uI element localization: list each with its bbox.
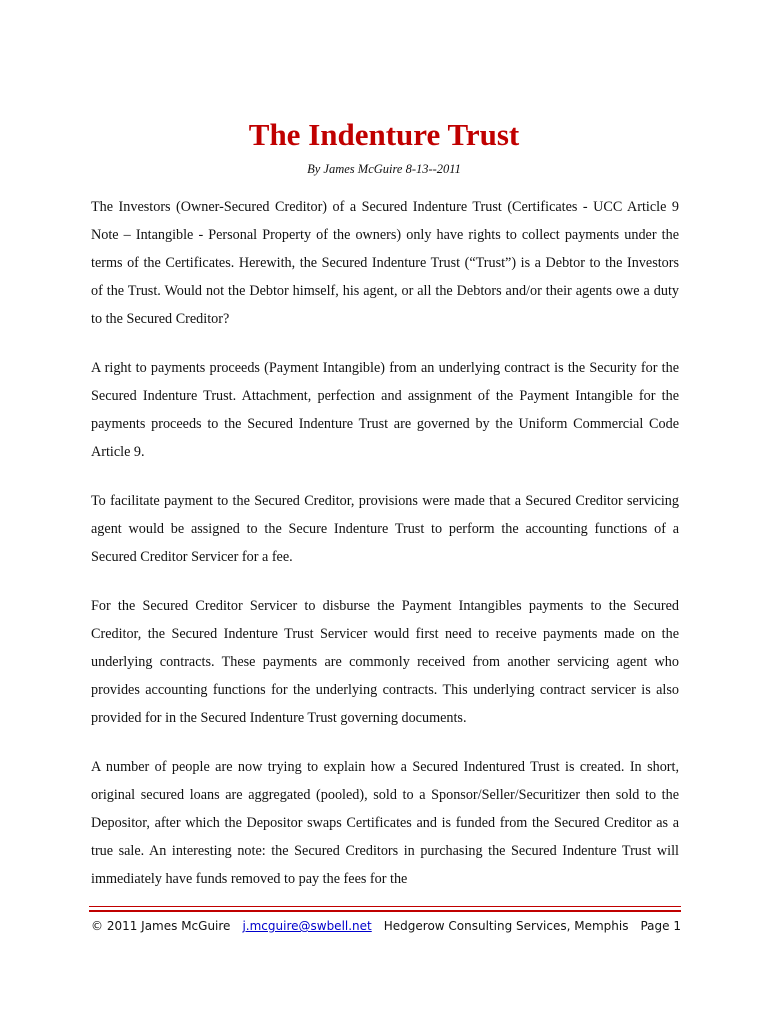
body-paragraph-3: To facilitate payment to the Secured Creditor, provisions were made that a Secured Creditor servicing agent would be assigned to the Secure Indenture Trust to perform the accounting functions of a Secured Creditor Servicer for a fee.: [91, 493, 679, 565]
document-title: The Indenture Trust: [248, 117, 520, 152]
footer-page-number: Page 1: [640, 919, 681, 933]
footer-copyright: © 2011 James McGuire: [91, 919, 231, 933]
body-paragraph-4: For the Secured Creditor Servicer to disburse the Payment Intangibles payments to the Secured Creditor, the Secured Indenture Trust Servicer would first need to receive payments made on the underlying contracts. These payments are commonly received from another servicing agent who provides accounting functions for the underlying contracts. This underlying contract servicer is also provided for in the Secured Indenture Trust governing documents.: [91, 598, 679, 726]
document-byline: By James McGuire 8-13--2011: [307, 162, 461, 176]
body-paragraph-1: The Investors (Owner-Secured Creditor) of a Secured Indenture Trust (Certificates - UCC Article 9 Note – Intangible - Personal Property of the owners) only have rights to collect payments under the terms of the Certificates. Herewith, the Secured Indenture Trust (“Trust”) is a Debtor to the Investors of the Trust. Would not the Debtor himself, his agent, or all the Debtors and/or their agents owe a duty to the Secured Creditor?: [91, 199, 679, 327]
footer-company: Hedgerow Consulting Services, Memphis: [383, 919, 629, 933]
footer-email-link[interactable]: j.mcguire@swbell.net: [242, 919, 372, 933]
body-paragraph-5: A number of people are now trying to explain how a Secured Indentured Trust is created. In short, original secured loans are aggregated (pooled), sold to a Sponsor/Seller/Securitizer then sold to the Depositor, after which the Depositor swaps Certificates and is funded from the Secured Creditor as a true sale. An interesting note: the Secured Creditors in purchasing the Secured Indenture Trust will immediately have funds removed to pay the fees for the: [91, 759, 679, 887]
body-paragraph-2: A right to payments proceeds (Payment Intangible) from an underlying contract is the Security for the Secured Indenture Trust. Attachment, perfection and assignment of the Payment Intangible for the payments proceeds to the Secured Indenture Trust are governed by the Uniform Commercial Code Article 9.: [91, 360, 679, 460]
footer-rule-bottom: [89, 910, 681, 912]
document-body: [91, 193, 679, 914]
page-footer: [91, 917, 681, 935]
footer-rule-top: [89, 906, 681, 907]
